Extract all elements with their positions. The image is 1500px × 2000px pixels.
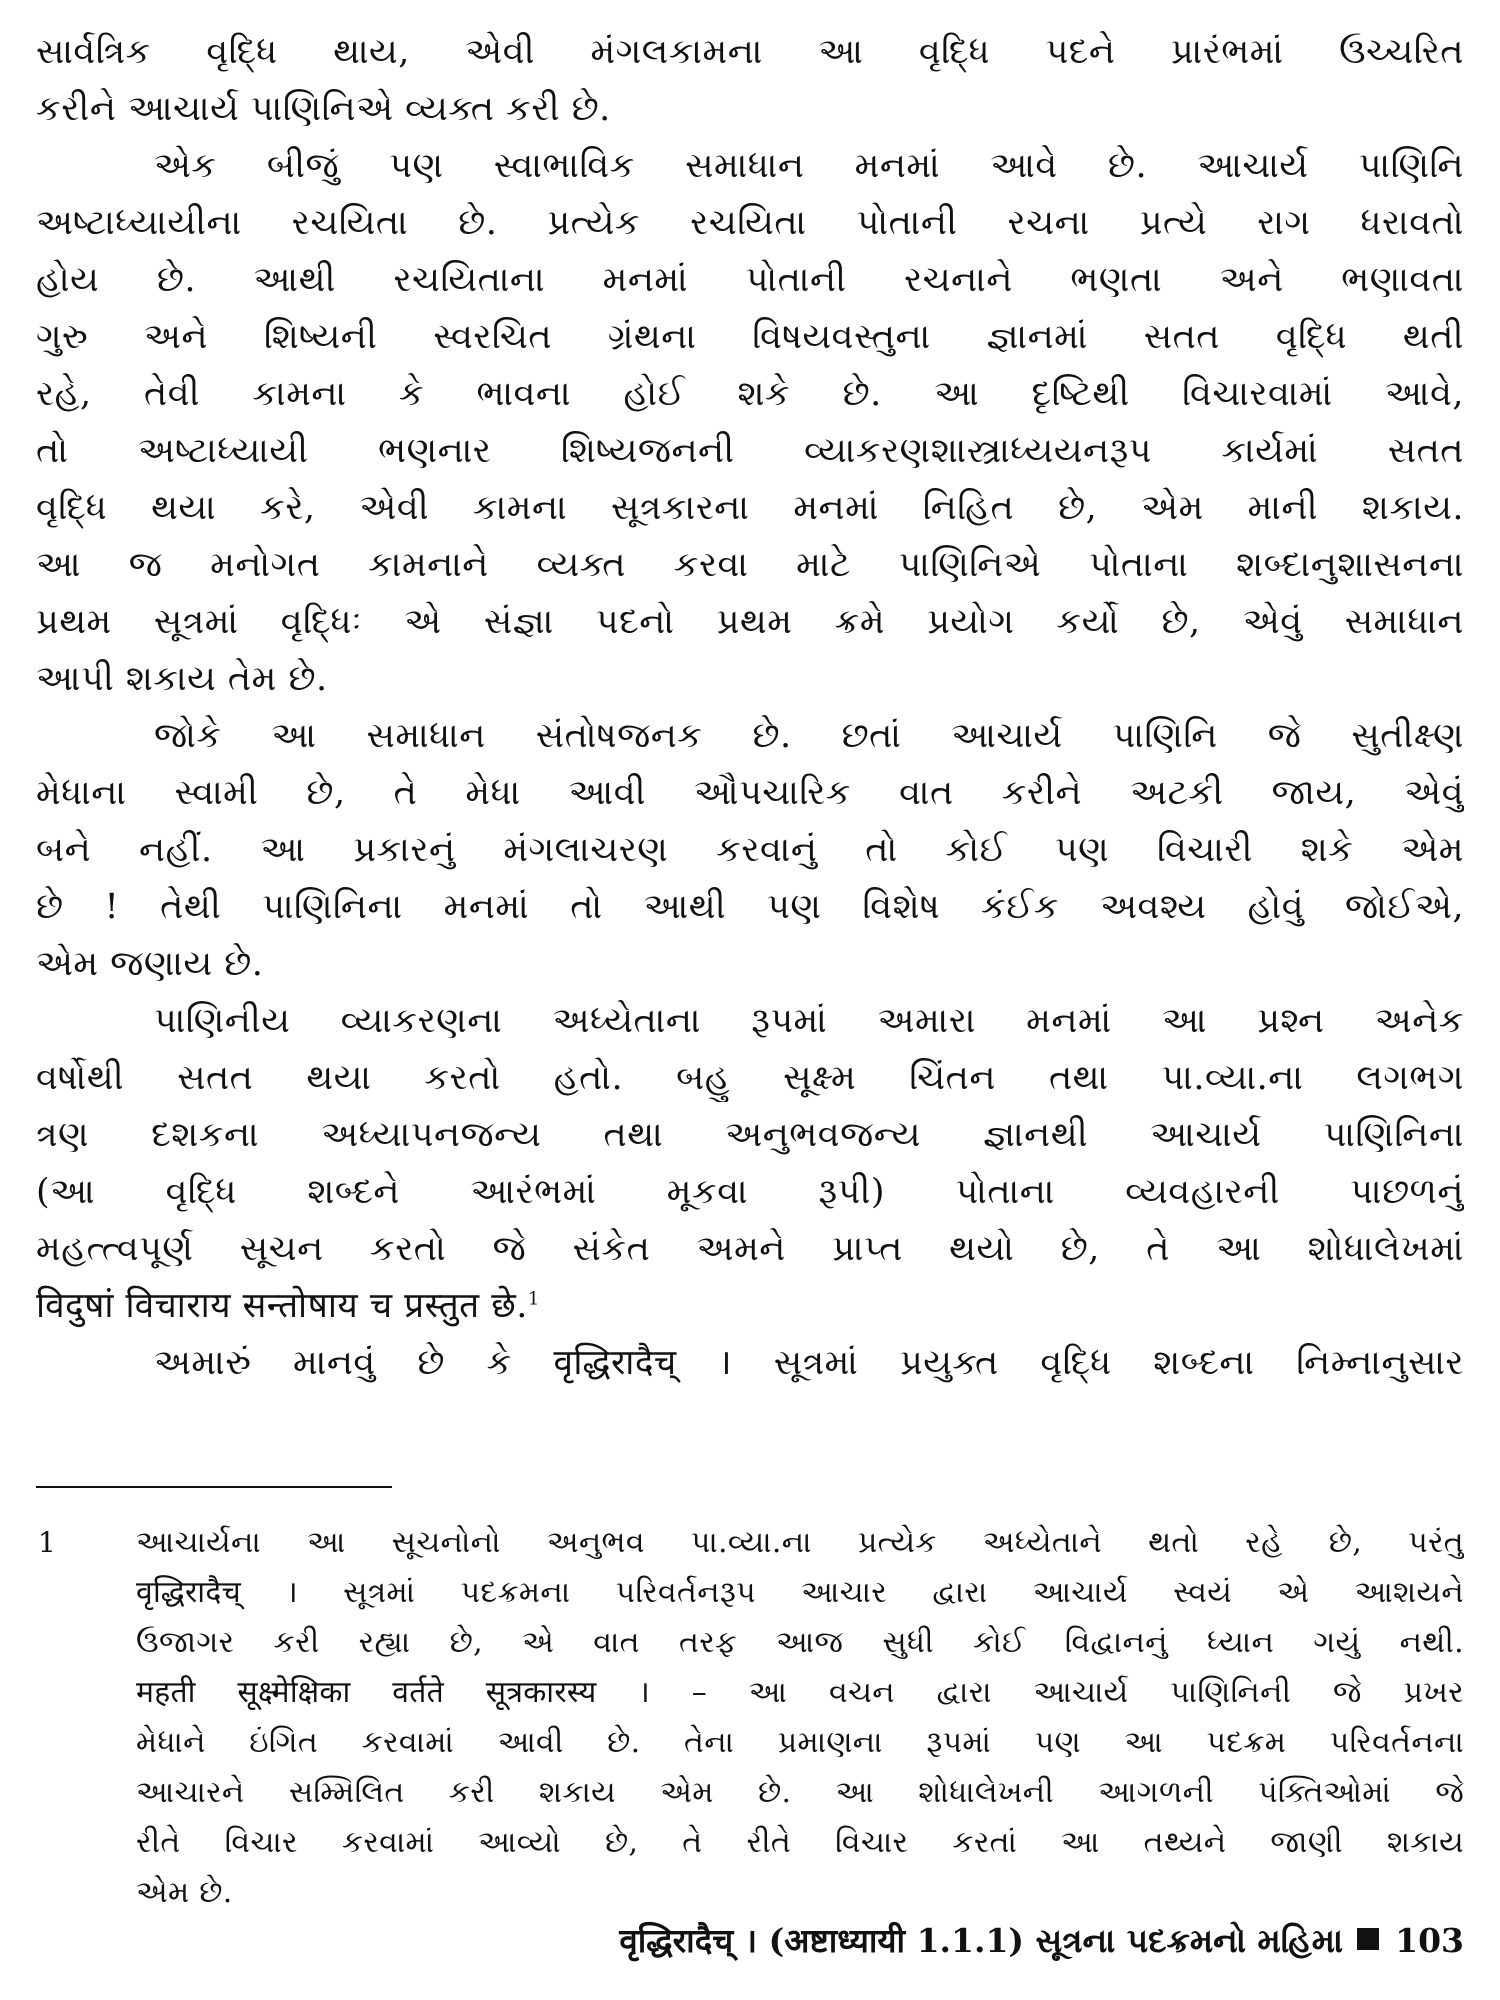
body-line-17: એમ જણાય છે.: [36, 944, 264, 984]
footnote-reference[interactable]: 1: [527, 1288, 540, 1310]
footnote-marker: 1: [38, 1526, 56, 1559]
page-number: 103: [1395, 1921, 1464, 1960]
body-line-18: પાણિનીય વ્યાકરણના અધ્યેતાના રૂપમાં અમારા મનમાં આ પ્રશ્ન અનેક: [154, 1001, 1464, 1041]
document-page: [36, 28, 1464, 1972]
footnote-line-3: ઉજાગર કરી રહ્યા છે, એ વાત તરફ આજ સુધી કોઈ વિદ્વાનનું ધ્યાન ગયું નથી.: [136, 1625, 1464, 1660]
black-square-icon: [1357, 1928, 1379, 1950]
body-line-6: ગુરુ અને શિષ્યની સ્વરચિત ગ્રંથના વિષયવસ્તુના જ્ઞાનમાં સતત વૃદ્ધિ થતી: [36, 317, 1464, 357]
footnote-line-2: वृद्धिरादैच् । સૂત્રમાં પદક્રમના પરિવર્તનરૂપ આચાર દ્વારા આચાર્ય સ્વયં એ આશયને: [136, 1575, 1464, 1610]
body-line-22: મહત્ત્વપૂર્ણ સૂચન કરતો જે સંકેત અમને પ્રાપ્ત થયો છે, તે આ શોધાલેખમાં: [36, 1229, 1464, 1269]
footnote-line-4: महती सूक्ष्मेक्षिका वर्तते सूत्रकारस्य । – આ વચન દ્વારા આચાર્ય પાણિનિની જે પ્રખર: [136, 1675, 1464, 1710]
body-line-10: આ જ મનોગત કામનાને વ્યક્ત કરવા માટે પાણિનિએ પોતાના શબ્દાનુશાસનના: [36, 545, 1464, 585]
body-line-14: મેધાના સ્વામી છે, તે મેધા આવી ઔપચારિક વાત કરીને અટકી જાય, એવું: [36, 773, 1464, 813]
body-line-11: પ્રથમ સૂત્રમાં વૃદ્ધિઃ એ સંજ્ઞા પદનો પ્રથમ ક્રમે પ્રયોગ કર્યો છે, એવું સમાધાન: [36, 602, 1464, 642]
body-line-3: એક બીજું પણ સ્વાભાવિક સમાધાન મનમાં આવે છે. આચાર્ય પાણિનિ: [154, 146, 1464, 186]
body-line-4: અષ્ટાધ્યાયીના રચયિતા છે. પ્રત્યેક રચયિતા પોતાની રચના પ્રત્યે રાગ ધરાવતો: [36, 203, 1464, 243]
body-line-12: આપી શકાય તેમ છે.: [36, 659, 328, 699]
footnote-line-6: આચારને સમ્મિલિત કરી શકાય એમ છે. આ શોધાલેખની આગળની પંક્તિઓમાં જે: [136, 1775, 1464, 1810]
body-line-15: બને નહીં. આ પ્રકારનું મંગલાચરણ કરવાનું તો કોઈ પણ વિચારી શકે એમ: [36, 830, 1464, 870]
body-line-19: વર્ષોથી સતત થયા કરતો હતો. બહુ સૂક્ષ્મ ચિંતન તથા પા.વ્યા.ના લગભગ: [36, 1058, 1464, 1098]
footnote-line-8: એમ છે.: [136, 1875, 233, 1910]
body-line-13: જોકે આ સમાધાન સંતોષજનક છે. છતાં આચાર્ય પાણિનિ જે સુતીક્ષ્ણ: [154, 716, 1464, 756]
footer-title: वृद्धिरादैच् । (अष्टाध्यायी 1.1.1) સૂત્રના પદક્રમનો મહિમા: [619, 1921, 1344, 1960]
body-line-21: (આ વૃદ્ધિ શબ્દને આરંભમાં મૂકવા રૂપી) પોતાના વ્યવહારની પાછળનું: [36, 1172, 1464, 1212]
body-line-23-text: विदुषां विचाराय सन्तोषाय च प्रस्तुत छे.: [36, 1286, 528, 1326]
footnote-line-7: રીતે વિચાર કરવામાં આવ્યો છે, તે રીતે વિચાર કરતાં આ તથ્યને જાણી શકાય: [136, 1825, 1464, 1860]
body-line-9: વૃદ્ધિ થયા કરે, એવી કામના સૂત્રકારના મનમાં નિહિત છે, એમ માની શકાય.: [36, 488, 1464, 528]
body-line-23: [36, 1282, 1464, 1330]
body-line-20: ત્રણ દશકના અધ્યાપનજન્ય તથા અનુભવજન્ય જ્ઞાનથી આચાર્ય પાણિનિના: [36, 1115, 1464, 1155]
body-line-8: તો અષ્ટાધ્યાયી ભણનાર શિષ્યજનની વ્યાકરણશાસ્ત્રાધ્યયનરૂપ કાર્યમાં સતત: [36, 431, 1464, 471]
footnote-line-5: મેધાને ઇંગિત કરવામાં આવી છે. તેના પ્રમાણના રૂપમાં પણ આ પદક્રમ પરિવર્તનના: [136, 1725, 1464, 1760]
running-footer: [619, 1918, 1464, 1964]
body-line-1: સાર્વત્રિક વૃદ્ધિ થાય, એવી મંગલકામના આ વૃદ્ધિ પદને પ્રારંભમાં ઉચ્ચરિત: [36, 32, 1464, 72]
body-line-5: હોય છે. આથી રચયિતાના મનમાં પોતાની રચનાને ભણતા અને ભણાવતા: [36, 260, 1464, 300]
body-line-24: અમારું માનવું છે કે वृद्धिरादैच् । સૂત્રમાં પ્રયુક્ત વૃદ્ધિ શબ્દના નિમ્નાનુસાર: [154, 1343, 1464, 1383]
footnote-line-1: આચાર્યના આ સૂચનોનો અનુભવ પા.વ્યા.ના પ્રત્યેક અધ્યેતાને થતો રહે છે, પરંતુ: [136, 1525, 1464, 1560]
footnote-divider: [36, 1486, 392, 1488]
body-line-16: છે ! તેથી પાણિનિના મનમાં તો આથી પણ વિશેષ કંઈક અવશ્ય હોવું જોઈએ,: [36, 887, 1464, 927]
body-line-7: રહે, તેવી કામના કે ભાવના હોઈ શકે છે. આ દૃષ્ટિથી વિચારવામાં આવે,: [36, 374, 1464, 414]
body-line-2: કરીને આચાર્ય પાણિનિએ વ્યક્ત કરી છે.: [36, 89, 611, 129]
